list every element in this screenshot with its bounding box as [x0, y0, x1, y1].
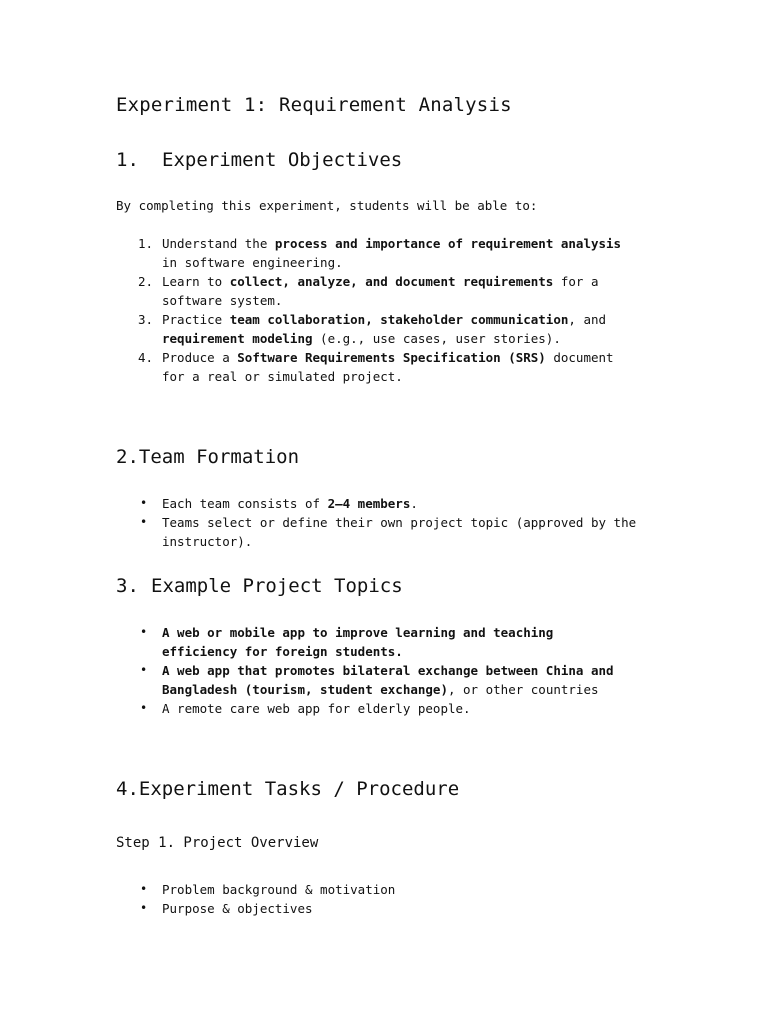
section-title: Team Formation [138, 446, 300, 468]
bullet-icon: • [140, 701, 148, 715]
item-bold-text: team collaboration, stakeholder communication [229, 312, 569, 327]
bullet-icon: • [140, 625, 148, 639]
team-formation-list [116, 494, 656, 551]
item-bold-text: Bangladesh (tourism, student exchange) [162, 682, 448, 697]
section-heading-tasks [116, 778, 459, 800]
list-item [116, 661, 656, 699]
item-text: Understand the [162, 236, 275, 251]
list-item [116, 348, 656, 386]
objectives-list [116, 234, 656, 386]
item-text: Produce a [162, 350, 238, 365]
item-text: software system. [162, 293, 283, 308]
section-heading-objectives [116, 149, 402, 171]
list-item [116, 272, 656, 310]
bullet-icon: • [140, 496, 148, 510]
item-text: Purpose & objectives [162, 901, 313, 916]
list-marker: 2. [138, 274, 154, 289]
step1-list [116, 880, 656, 918]
list-marker: 1. [138, 236, 154, 251]
item-text: Each team consists of [162, 496, 328, 511]
item-bold-text: 2–4 members [327, 496, 411, 511]
item-text: instructor). [162, 534, 253, 549]
item-bold-text: collect, analyze, and document requirements [229, 274, 554, 289]
section-title: Experiment Objectives [162, 149, 403, 171]
objectives-intro: By completing this experiment, students will be able to: [116, 198, 538, 213]
list-marker: 3. [138, 312, 154, 327]
item-text: A remote care web app for elderly people. [162, 701, 471, 716]
item-bold-text: requirement modeling [162, 331, 313, 346]
item-text: Problem background & motivation [162, 882, 396, 897]
list-item [116, 513, 656, 551]
project-topics-list [116, 623, 656, 718]
list-marker: 4. [138, 350, 154, 365]
item-text: Teams select or define their own project topic (approved by the [162, 515, 637, 530]
section-title: Experiment Tasks / Procedure [138, 778, 460, 800]
item-text: document [545, 350, 614, 365]
list-item [116, 623, 656, 661]
item-text: , or other countries [447, 682, 599, 697]
section-number: 2. [116, 446, 139, 468]
bullet-icon: • [140, 515, 148, 529]
section-title: Example Project Topics [151, 575, 403, 597]
item-text: . [410, 496, 418, 511]
item-bold-text: efficiency for foreign students. [162, 644, 403, 659]
item-text: (e.g., use cases, user stories). [312, 331, 561, 346]
item-text: in software engineering. [162, 255, 343, 270]
section-heading-team-formation [116, 446, 299, 468]
list-item [116, 234, 656, 272]
section-heading-project-topics [116, 575, 403, 597]
document-title: Experiment 1: Requirement Analysis [116, 94, 512, 116]
list-item [116, 699, 656, 718]
list-item [116, 880, 656, 899]
list-item [116, 310, 656, 348]
item-text: Practice [162, 312, 230, 327]
bullet-icon: • [140, 882, 148, 896]
item-bold-text: process and importance of requirement analysis [274, 236, 622, 251]
section-number: 4. [116, 778, 139, 800]
step-heading: Step 1. Project Overview [116, 835, 319, 851]
item-bold-text: Software Requirements Specification (SRS) [237, 350, 546, 365]
section-number: 1. [116, 149, 139, 171]
list-item [116, 899, 656, 918]
bullet-icon: • [140, 901, 148, 915]
item-bold-text: A web app that promotes bilateral exchange between China and [162, 663, 614, 678]
item-bold-text: A web or mobile app to improve learning and teaching [162, 625, 554, 640]
list-item [116, 494, 656, 513]
item-text: for a [553, 274, 599, 289]
section-number: 3. [116, 575, 139, 597]
bullet-icon: • [140, 663, 148, 677]
item-text: , and [568, 312, 607, 327]
item-text: for a real or simulated project. [162, 369, 403, 384]
item-text: Learn to [162, 274, 230, 289]
